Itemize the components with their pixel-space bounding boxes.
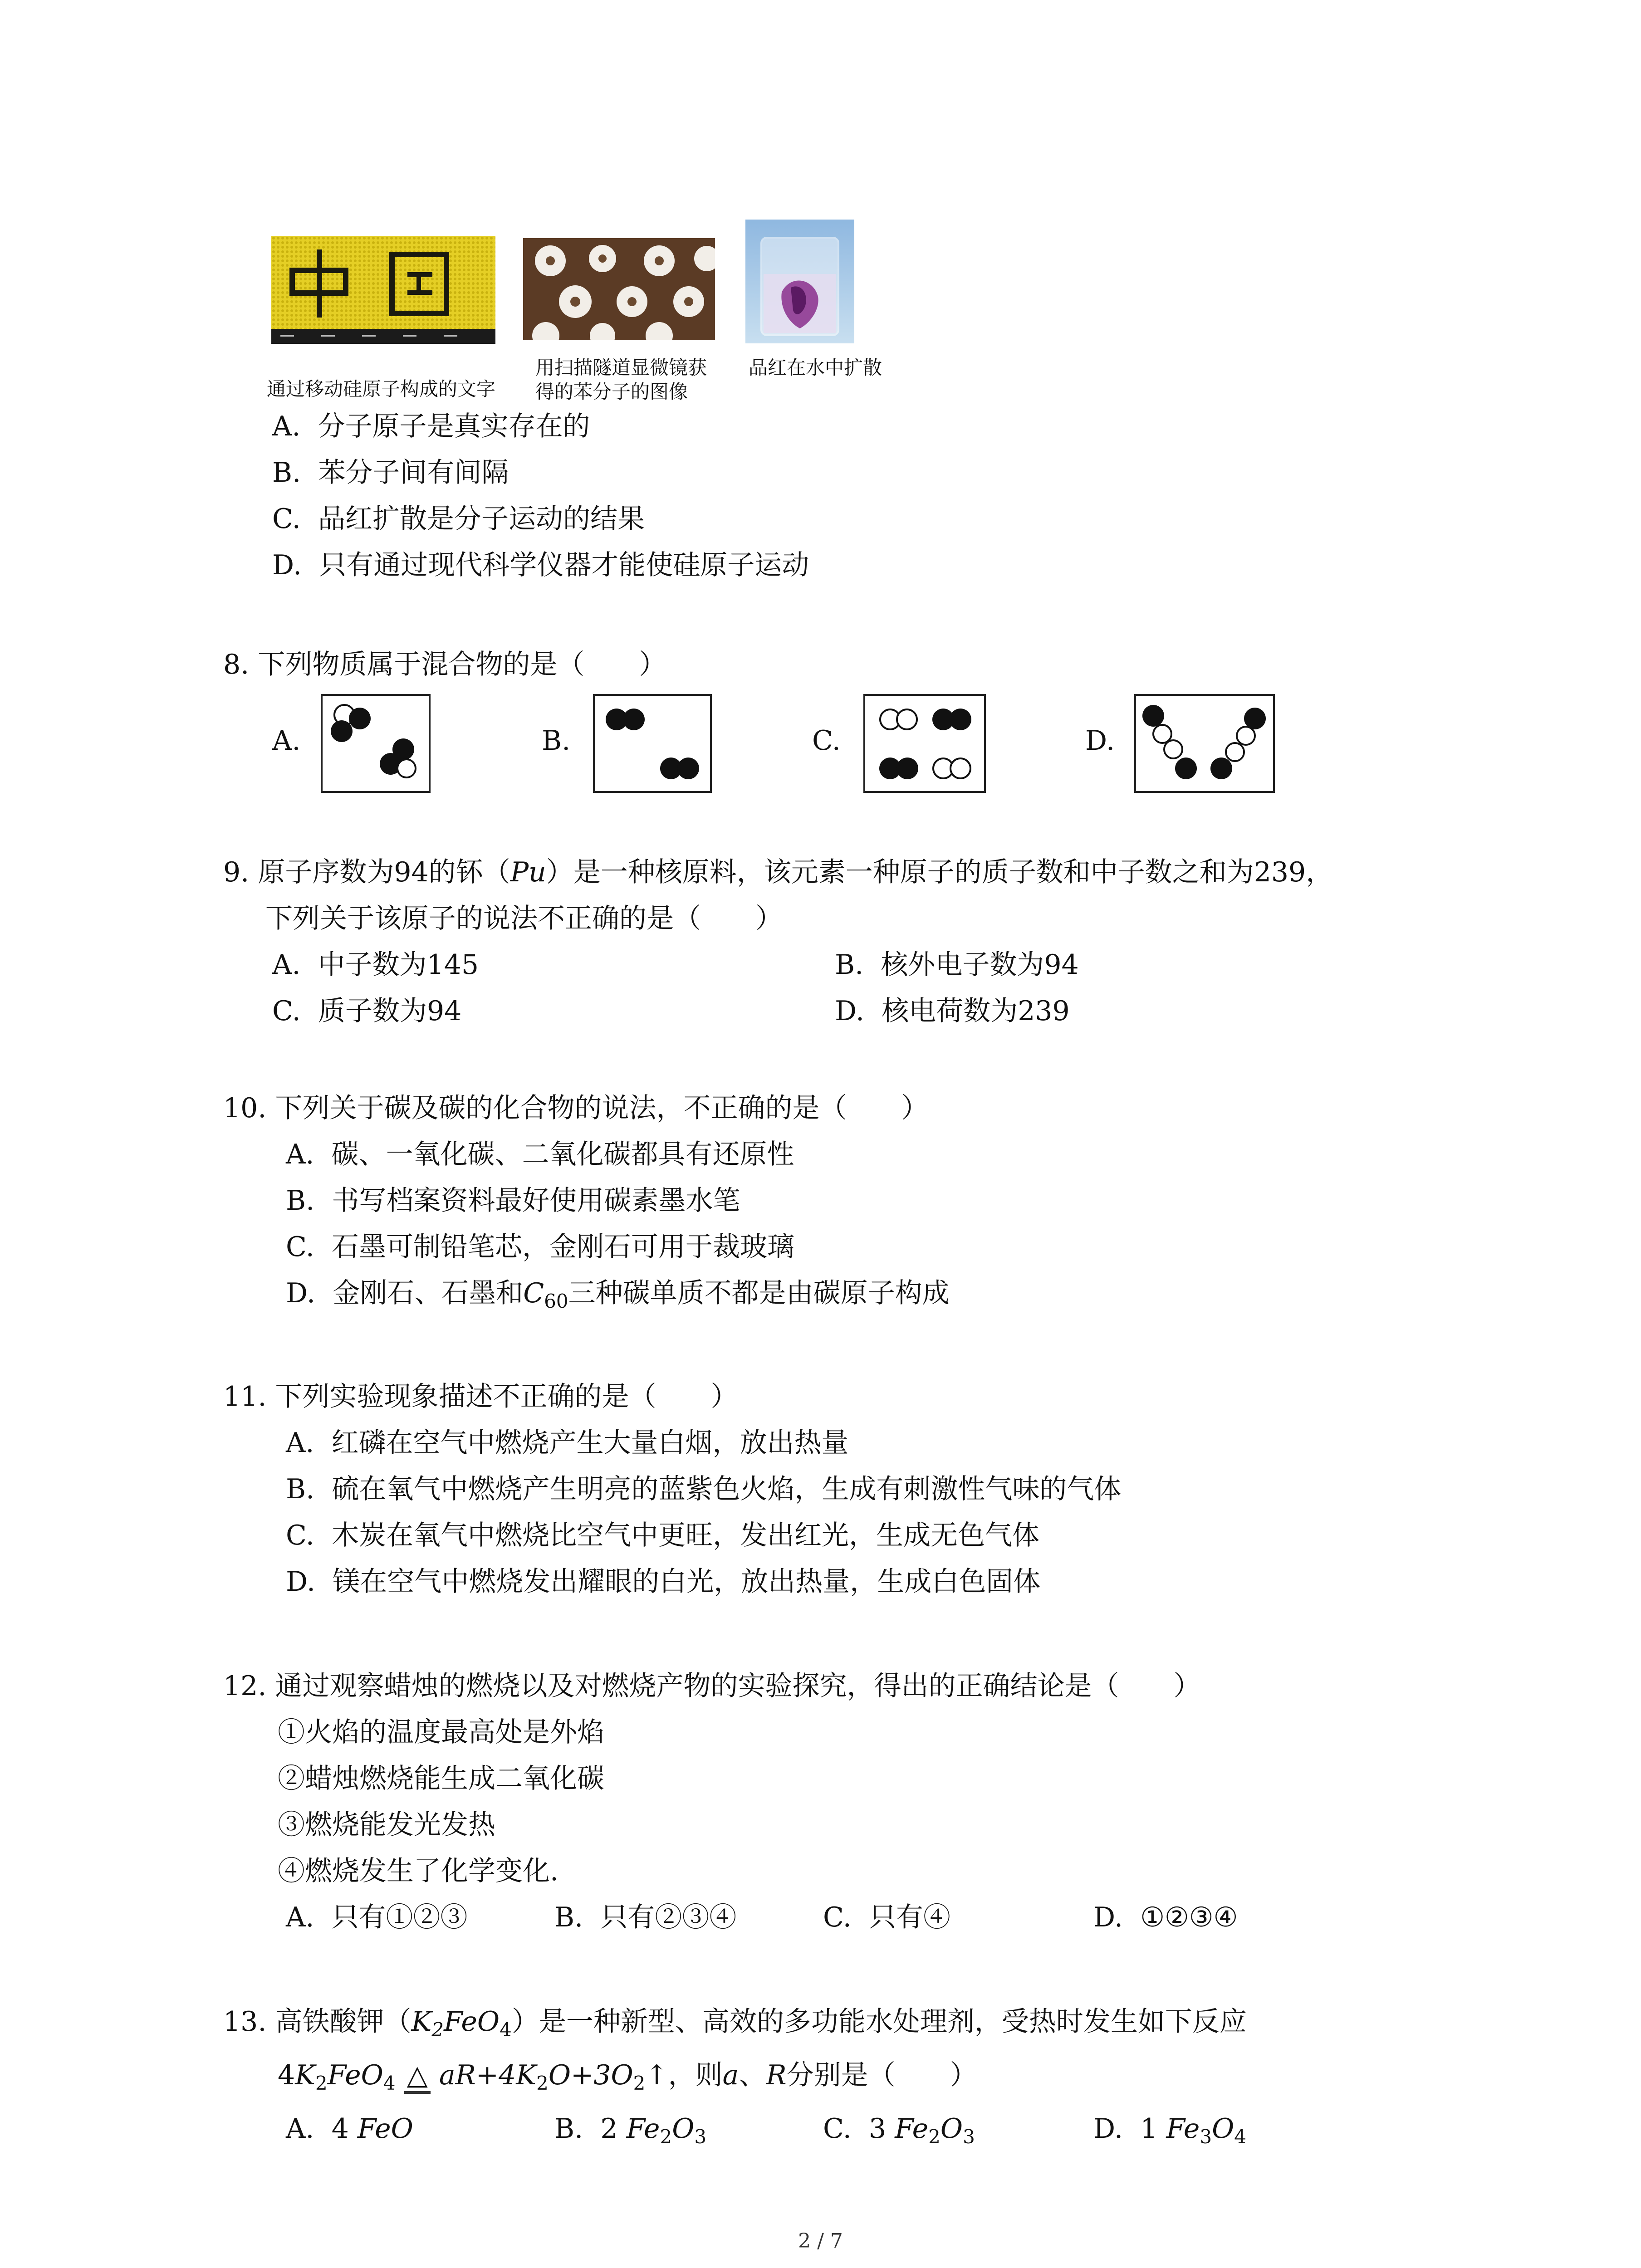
heat-delta-symbol: △	[404, 2059, 431, 2091]
q12-statement-4: ④燃烧发生了化学变化.	[278, 1855, 559, 1887]
q9-option-b: B. 核外电子数为94	[835, 949, 1079, 981]
q8-option-c-diagram	[863, 694, 986, 793]
dye-diffusion-beaker-image	[745, 220, 854, 343]
q8-option-a-label: A.	[272, 725, 301, 757]
image-caption-diffusion: 品红在水中扩散	[749, 357, 882, 379]
q13-option-d: D. 1 $Fe_3O_4$	[1093, 2113, 1246, 2148]
q8-option-a-diagram	[321, 694, 431, 793]
q9-option-a: A. 中子数为145	[272, 949, 479, 981]
q8-option-b-diagram	[593, 694, 712, 793]
gas-arrow-icon: ↑	[645, 2059, 668, 2091]
q12-statement-3: ③燃烧能发光发热	[278, 1809, 495, 1841]
q13-equation-line: $4K_2FeO_4$ △ $aR+4K_2O+3O_2↑$，则a、R分别是（ ）	[278, 2059, 977, 2094]
image-caption-silicon: 通过移动硅原子构成的文字	[267, 378, 496, 400]
q8-stem: 8. 下列物质属于混合物的是（ ）	[223, 649, 666, 680]
q10-stem: 10. 下列关于碳及碳的化合物的说法，不正确的是（ ）	[223, 1092, 929, 1124]
q11-stem: 11. 下列实验现象描述不正确的是（ ）	[223, 1381, 738, 1413]
q12-statement-1: ①火焰的温度最高处是外焰	[278, 1716, 604, 1748]
q9-option-c: C. 质子数为94	[272, 995, 462, 1027]
q8-option-c-label: C.	[812, 725, 841, 757]
q9-option-d: D. 核电荷数为239	[835, 995, 1070, 1027]
q13-option-c: C. 3 $Fe_2O_3$	[823, 2113, 975, 2148]
q12-option-d: D. ①②③④	[1093, 1901, 1238, 1933]
q9-stem-line2: 下列关于该原子的说法不正确的是（ ）	[265, 903, 783, 934]
q8-option-b-label: B.	[542, 725, 571, 757]
image-caption-benzene-line2: 得的苯分子的图像	[535, 381, 688, 403]
q11-option-c: C. 木炭在氧气中燃烧比空气中更旺，发出红光，生成无色气体	[286, 1520, 1039, 1551]
q11-option-a: A. 红磷在空气中燃烧产生大量白烟，放出热量	[286, 1427, 849, 1459]
image-caption-benzene-line1: 用扫描隧道显微镜获	[535, 357, 707, 379]
q12-option-a: A. 只有①②③	[286, 1901, 468, 1933]
q12-statement-2: ②蜡烛燃烧能生成二氧化碳	[278, 1763, 604, 1794]
q8-option-d-label: D.	[1085, 725, 1115, 757]
q9-stem-line1: 9. 原子序数为94的钚（Pu）是一种核原料，该元素一种原子的质子数和中子数之和为239，	[223, 856, 1333, 888]
q7-option-b: B. 苯分子间有间隔	[272, 457, 509, 489]
benzene-molecule-image	[523, 238, 715, 340]
page-number: 2 / 7	[798, 2229, 843, 2253]
q11-option-b: B. 硫在氧气中燃烧产生明亮的蓝紫色火焰，生成有刺激性气味的气体	[286, 1473, 1122, 1505]
q12-option-c: C. 只有④	[823, 1901, 950, 1933]
q10-option-d: D. 金刚石、石墨和$C_{60}$三种碳单质不都是由碳原子构成	[286, 1277, 950, 1312]
q12-stem: 12. 通过观察蜡烛的燃烧以及对燃烧产物的实验探究，得出的正确结论是（ ）	[223, 1670, 1201, 1702]
q7-option-d: D. 只有通过现代科学仪器才能使硅原子运动	[272, 549, 809, 581]
q13-stem-line1: 13. 高铁酸钾$(K_2FeO_4)$是一种新型、高效的多功能水处理剂，受热时发生如下反应	[223, 2006, 1247, 2041]
q7-option-a: A. 分子原子是真实存在的	[272, 411, 590, 442]
q11-option-d: D. 镁在空气中燃烧发出耀眼的白光，放出热量，生成白色固体	[286, 1566, 1041, 1598]
q13-option-b: B. 2 $Fe_2O_3$	[554, 2113, 707, 2148]
q8-option-d-diagram	[1134, 694, 1275, 793]
q12-option-b: B. 只有②③④	[554, 1901, 737, 1933]
q10-option-b: B. 书写档案资料最好使用碳素墨水笔	[286, 1185, 740, 1217]
q7-option-c: C. 品红扩散是分子运动的结果	[272, 503, 645, 535]
q10-option-a: A. 碳、一氧化碳、二氧化碳都具有还原性	[286, 1139, 794, 1170]
q13-option-a: A. 4 FeO	[286, 2113, 413, 2145]
q10-option-c: C. 石墨可制铅笔芯，金刚石可用于裁玻璃	[286, 1231, 794, 1263]
silicon-atom-text-image	[271, 236, 495, 344]
